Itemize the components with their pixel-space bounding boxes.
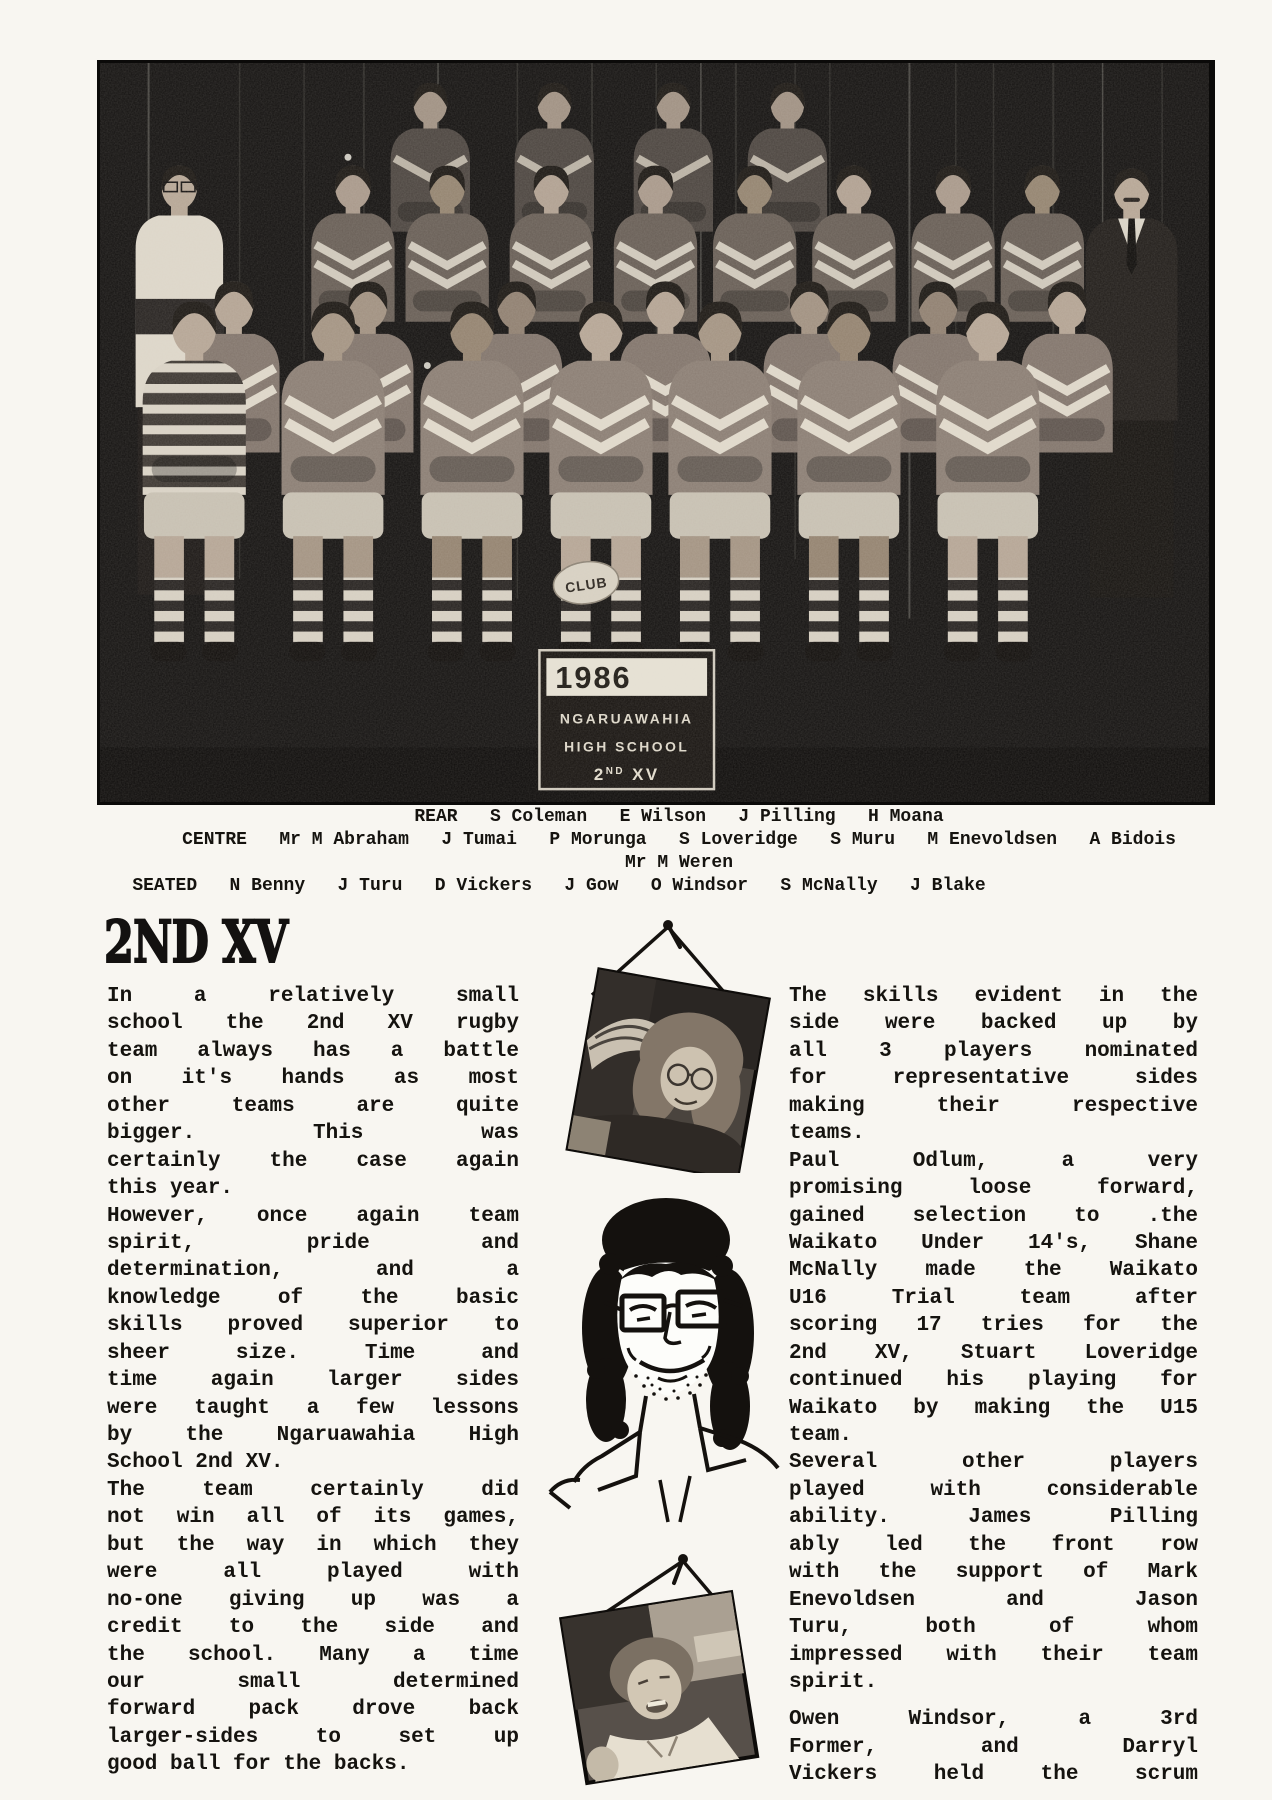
text-line: this year. bbox=[107, 1177, 234, 1201]
text-line: Vickers held the scrum bbox=[789, 1763, 1198, 1787]
paragraph bbox=[789, 1449, 1198, 1696]
text-line: McNally made the Waikato bbox=[789, 1259, 1198, 1283]
caption-row: CENTRE Mr M Abraham J Tumai P Morunga S Loveridge S Muru M Enevoldsen A Bidois bbox=[182, 830, 1176, 850]
text-line: school the 2nd XV rugby bbox=[107, 1012, 519, 1036]
text-line: teams. bbox=[789, 1122, 865, 1146]
text-line: scoring 17 tries for the bbox=[789, 1314, 1198, 1338]
text-line: were all played with bbox=[107, 1561, 519, 1585]
text-line: our small determined bbox=[107, 1670, 519, 1694]
text-line: gained selection to .the bbox=[789, 1204, 1198, 1228]
pin-icon bbox=[674, 1554, 688, 1583]
paragraph bbox=[107, 983, 519, 1203]
text-line: Owen Windsor, a 3rd bbox=[789, 1708, 1198, 1732]
text-line: However, once again team bbox=[107, 1204, 519, 1228]
text-line: sheer size. Time and bbox=[107, 1341, 519, 1365]
text-line: knowledge of the basic bbox=[107, 1286, 519, 1310]
text-line: Turu, both of whom bbox=[789, 1616, 1198, 1640]
text-line: School 2nd XV. bbox=[107, 1451, 284, 1475]
text-line: larger-sides to set up bbox=[107, 1725, 519, 1749]
text-line: U16 Trial team after bbox=[789, 1286, 1198, 1310]
text-line: team always has a battle bbox=[107, 1039, 519, 1063]
text-line: on it's hands as most bbox=[107, 1067, 519, 1091]
text-line: Paul Odlum, a very bbox=[789, 1149, 1198, 1173]
text-line: by the Ngaruawahia High bbox=[107, 1424, 519, 1447]
text-line: Several other players bbox=[789, 1451, 1198, 1475]
text-line: with the support of Mark bbox=[789, 1561, 1198, 1585]
text-line: Former, and Darryl bbox=[789, 1735, 1198, 1759]
text-line: ability. James Pilling bbox=[789, 1506, 1198, 1530]
text-line: bigger. This was bbox=[107, 1122, 519, 1146]
caption-row: REAR S Coleman E Wilson J Pilling H Moana bbox=[414, 807, 944, 827]
hung-photo-bottom-image bbox=[552, 1543, 767, 1793]
right-column bbox=[789, 983, 1198, 1789]
text-line: spirit, pride and bbox=[107, 1231, 519, 1255]
text-line: were taught a few lessons bbox=[107, 1396, 519, 1420]
text-line: forward pack drove back bbox=[107, 1698, 519, 1722]
text-line: spirit. bbox=[789, 1670, 878, 1694]
portrait-drawing-image bbox=[540, 1178, 785, 1533]
hung-photo-top bbox=[558, 903, 788, 1173]
text-line: other teams are quite bbox=[107, 1094, 519, 1118]
text-line: team. bbox=[789, 1424, 853, 1447]
text-line: Waikato by making the U15 bbox=[789, 1396, 1198, 1420]
text-line: making their respective bbox=[789, 1094, 1198, 1118]
text-line: ably led the front row bbox=[789, 1533, 1198, 1557]
text-line: promising loose forward, bbox=[789, 1177, 1198, 1201]
hung-photo-bottom bbox=[552, 1543, 767, 1793]
text-line: side were backed up by bbox=[789, 1012, 1198, 1036]
text-line: good ball for the backs. bbox=[107, 1753, 410, 1777]
text-line: credit to the side and bbox=[107, 1616, 519, 1640]
team-photo bbox=[97, 60, 1215, 805]
text-line: for representative sides bbox=[789, 1067, 1198, 1091]
paragraph bbox=[107, 1477, 519, 1779]
text-line: Waikato Under 14's, Shane bbox=[789, 1231, 1198, 1255]
paragraph bbox=[789, 1706, 1198, 1788]
text-line: the school. Many a time bbox=[107, 1643, 519, 1667]
paragraph bbox=[107, 1203, 519, 1477]
paragraph bbox=[789, 983, 1198, 1148]
text-line: all 3 players nominated bbox=[789, 1039, 1198, 1063]
text-line: In a relatively small bbox=[107, 985, 519, 1008]
text-line: not win all of its games, bbox=[107, 1506, 519, 1530]
paragraph bbox=[789, 1148, 1198, 1450]
text-line: determination, and a bbox=[107, 1259, 519, 1283]
text-line: continued his playing for bbox=[789, 1369, 1198, 1393]
caption-row: SEATED N Benny J Turu D Vickers J Gow O Windsor S McNally J Blake bbox=[132, 876, 986, 896]
hung-photo-top-image bbox=[558, 903, 788, 1173]
article-headline: 2ND XV bbox=[104, 908, 288, 976]
film-grain bbox=[100, 63, 1209, 802]
text-line: The team certainly did bbox=[107, 1478, 519, 1502]
text-line: no-one giving up was a bbox=[107, 1588, 519, 1612]
portrait-photo bbox=[568, 969, 769, 1173]
text-line: 2nd XV, Stuart Loveridge bbox=[789, 1341, 1198, 1365]
text-line: skills proved superior to bbox=[107, 1314, 519, 1338]
portrait-drawing bbox=[540, 1178, 785, 1533]
photo-caption bbox=[0, 806, 1272, 898]
text-line: certainly the case again bbox=[107, 1149, 519, 1173]
text-line: The skills evident in the bbox=[789, 985, 1198, 1008]
caption-row: Mr M Weren bbox=[624, 853, 734, 873]
text-line: Enevoldsen and Jason bbox=[789, 1588, 1198, 1612]
portrait-photo bbox=[561, 1592, 757, 1785]
text-line: played with considerable bbox=[789, 1478, 1198, 1502]
left-column bbox=[107, 983, 519, 1779]
text-line: but the way in which they bbox=[107, 1533, 519, 1557]
text-line: time again larger sides bbox=[107, 1369, 519, 1393]
text-line: impressed with their team bbox=[789, 1643, 1198, 1667]
team-photo-image bbox=[100, 63, 1209, 802]
